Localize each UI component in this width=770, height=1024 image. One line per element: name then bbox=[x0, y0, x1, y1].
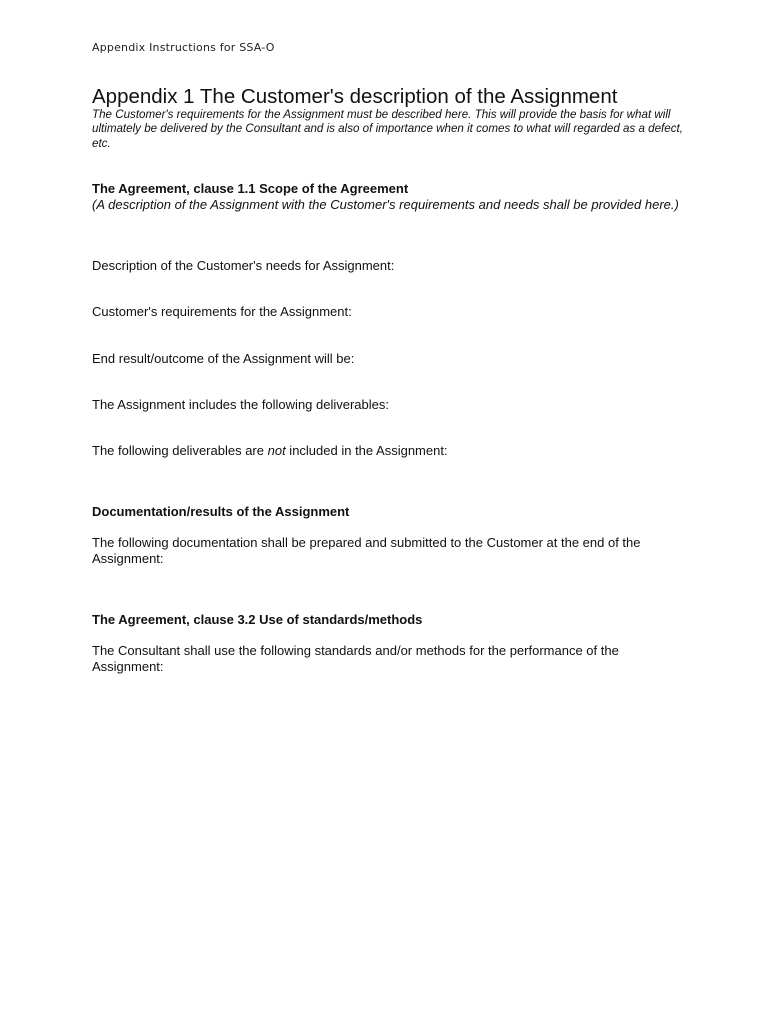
documentation-paragraph: The following documentation shall be prepared and submitted to the Customer at the end of the Assignment: bbox=[92, 535, 641, 566]
excluded-suffix: included in the Assignment: bbox=[285, 443, 448, 458]
standards-paragraph: The Consultant shall use the following standards and/or methods for the performance of the Assignment: bbox=[92, 643, 619, 674]
intro-paragraph: The Customer's requirements for the Assignment must be described here. This will provide the basis for what will ultimately be delivered by the Consultant and is also of importance when it comes to what will regarded as a defect, etc. bbox=[92, 108, 683, 150]
field-excluded-deliverables bbox=[92, 443, 682, 459]
running-header: Appendix Instructions for SSA-O bbox=[92, 41, 275, 54]
field-end-result: End result/outcome of the Assignment will be: bbox=[92, 351, 355, 366]
page-title: Appendix 1 The Customer's description of the Assignment bbox=[92, 85, 618, 108]
section-heading-standards: The Agreement, clause 3.2 Use of standards/methods bbox=[92, 612, 423, 627]
field-included-deliverables: The Assignment includes the following deliverables: bbox=[92, 397, 390, 412]
section-heading-documentation: Documentation/results of the Assignment bbox=[92, 504, 350, 519]
excluded-prefix: The following deliverables are bbox=[92, 443, 268, 458]
section-heading-scope: The Agreement, clause 1.1 Scope of the Agreement bbox=[92, 181, 409, 196]
field-customer-requirements: Customer's requirements for the Assignment: bbox=[92, 304, 352, 319]
excluded-emphasis: not bbox=[267, 443, 286, 458]
field-customer-needs: Description of the Customer's needs for Assignment: bbox=[92, 258, 395, 273]
section-note-scope: (A description of the Assignment with the Customer's requirements and needs shall be provided here.) bbox=[92, 197, 679, 212]
